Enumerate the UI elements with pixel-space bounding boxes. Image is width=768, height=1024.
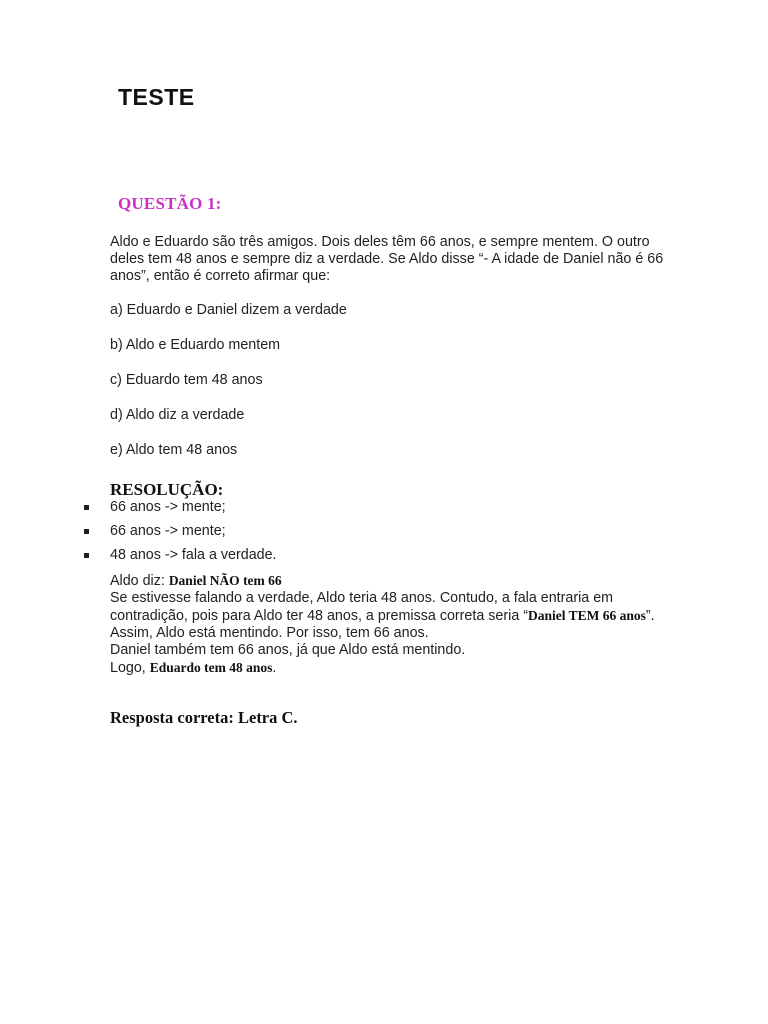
explanation-text: Aldo diz: <box>110 573 169 589</box>
square-bullet-icon <box>84 529 89 534</box>
explanation-line-4: Daniel também tem 66 anos, já que Aldo está mentindo. <box>110 642 466 658</box>
explanation-emphasis: Eduardo tem 48 anos <box>149 660 273 675</box>
resolution-explanation <box>110 572 660 677</box>
document-title: TESTE <box>118 84 195 110</box>
option-c: c) Eduardo tem 48 anos <box>110 372 263 388</box>
explanation-line-3: Assim, Aldo está mentindo. Por isso, tem 66 anos. <box>110 625 429 641</box>
explanation-text: . <box>272 660 277 676</box>
question-statement: Aldo e Eduardo são três amigos. Dois deles têm 66 anos, e sempre mentem. O outro deles tem 48 anos e sempre diz a verdade. Se Aldo disse “- A idade de Daniel não é 66 anos”, então é correto afirmar que: <box>110 234 664 284</box>
explanation-line-5 <box>110 659 660 677</box>
square-bullet-icon <box>84 505 89 510</box>
option-b: b) Aldo e Eduardo mentem <box>110 337 281 353</box>
correct-answer: Resposta correta: Letra C. <box>110 708 298 727</box>
explanation-line-2 <box>110 590 660 625</box>
explanation-text: ”. <box>645 608 655 624</box>
option-d: d) Aldo diz a verdade <box>110 407 245 423</box>
bullet-text: 66 anos -> mente; <box>110 499 226 515</box>
question-title: QUESTÃO 1: <box>118 194 222 213</box>
option-e: e) Aldo tem 48 anos <box>110 442 238 458</box>
option-a: a) Eduardo e Daniel dizem a verdade <box>110 302 347 318</box>
resolution-title: RESOLUÇÃO: <box>110 480 224 499</box>
bullet-text: 48 anos -> fala a verdade. <box>110 547 277 563</box>
explanation-text: Se estivesse falando a verdade, Aldo teria 48 anos. Contudo, a fala entraria em contradição, pois para Aldo ter 48 anos, a premissa correta seria “ <box>110 590 614 624</box>
explanation-emphasis: Daniel NÃO tem 66 <box>168 573 282 588</box>
square-bullet-icon <box>84 553 89 558</box>
bullet-text: 66 anos -> mente; <box>110 523 226 539</box>
explanation-emphasis: Daniel TEM 66 anos <box>528 608 646 623</box>
explanation-text: Logo, <box>110 660 150 676</box>
explanation-line-1 <box>110 572 660 590</box>
